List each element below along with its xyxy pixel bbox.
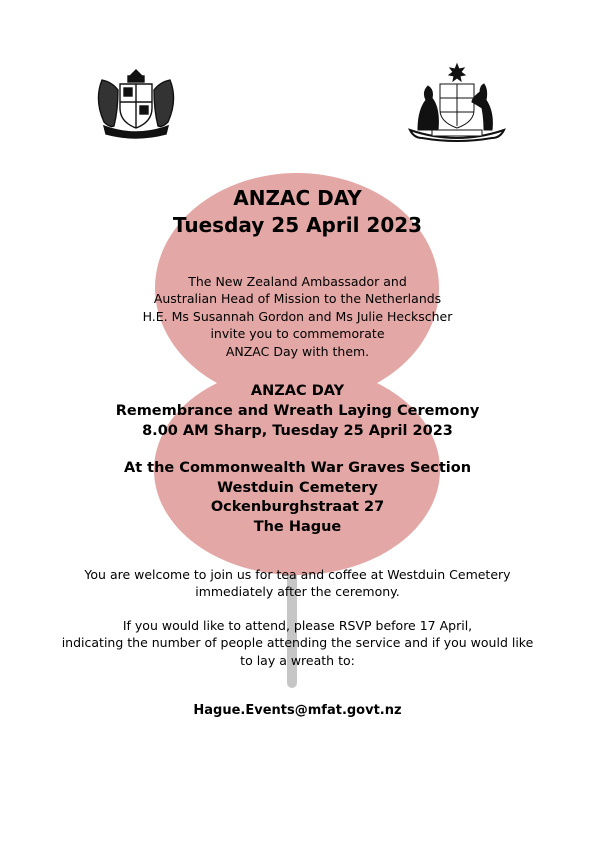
refreshments-text — [0, 566, 595, 601]
rsvp-line: to lay a wreath to: — [240, 652, 355, 668]
invitation-line: invite you to commemorate — [210, 326, 385, 342]
nz-coat-of-arms-icon — [90, 66, 182, 140]
ceremony-details — [0, 381, 595, 441]
invitation-text — [0, 273, 595, 360]
au-coat-of-arms-icon — [402, 60, 512, 142]
invitation-line: H.E. Ms Susannah Gordon and Ms Julie Heckscher — [142, 308, 453, 324]
invitation-line: The New Zealand Ambassador and — [188, 274, 407, 289]
heading-title: ANZAC DAY — [233, 186, 362, 210]
ceremony-line: 8.00 AM Sharp, Tuesday 25 April 2023 — [142, 423, 453, 439]
ceremony-line: Remembrance and Wreath Laying Ceremony — [115, 403, 480, 419]
invitation-line: ANZAC Day with them. — [225, 343, 370, 359]
venue-details — [0, 459, 595, 537]
invitation-line: Australian Head of Mission to the Netherlands — [153, 291, 442, 307]
contact-email-block — [0, 702, 595, 720]
event-heading — [0, 185, 595, 239]
contact-email[interactable]: Hague.Events@mfat.govt.nz — [193, 703, 402, 718]
rsvp-text — [0, 617, 595, 669]
venue-line: At the Commonwealth War Graves Section — [123, 460, 472, 476]
rsvp-line: If you would like to attend, please RSVP before 17 April, — [122, 618, 473, 633]
ceremony-line: ANZAC DAY — [250, 383, 345, 399]
venue-line: Westduin Cemetery — [217, 479, 378, 496]
venue-line: Ockenburghstraat 27 — [210, 499, 385, 515]
rsvp-line: indicating the number of people attending the service and if you would like — [61, 635, 534, 651]
heading-date: Tuesday 25 April 2023 — [172, 213, 423, 237]
venue-line: The Hague — [253, 518, 342, 535]
refreshments-line: immediately after the ceremony. — [195, 584, 400, 600]
refreshments-line: You are welcome to join us for tea and coffee at Westduin Cemetery — [84, 567, 511, 582]
